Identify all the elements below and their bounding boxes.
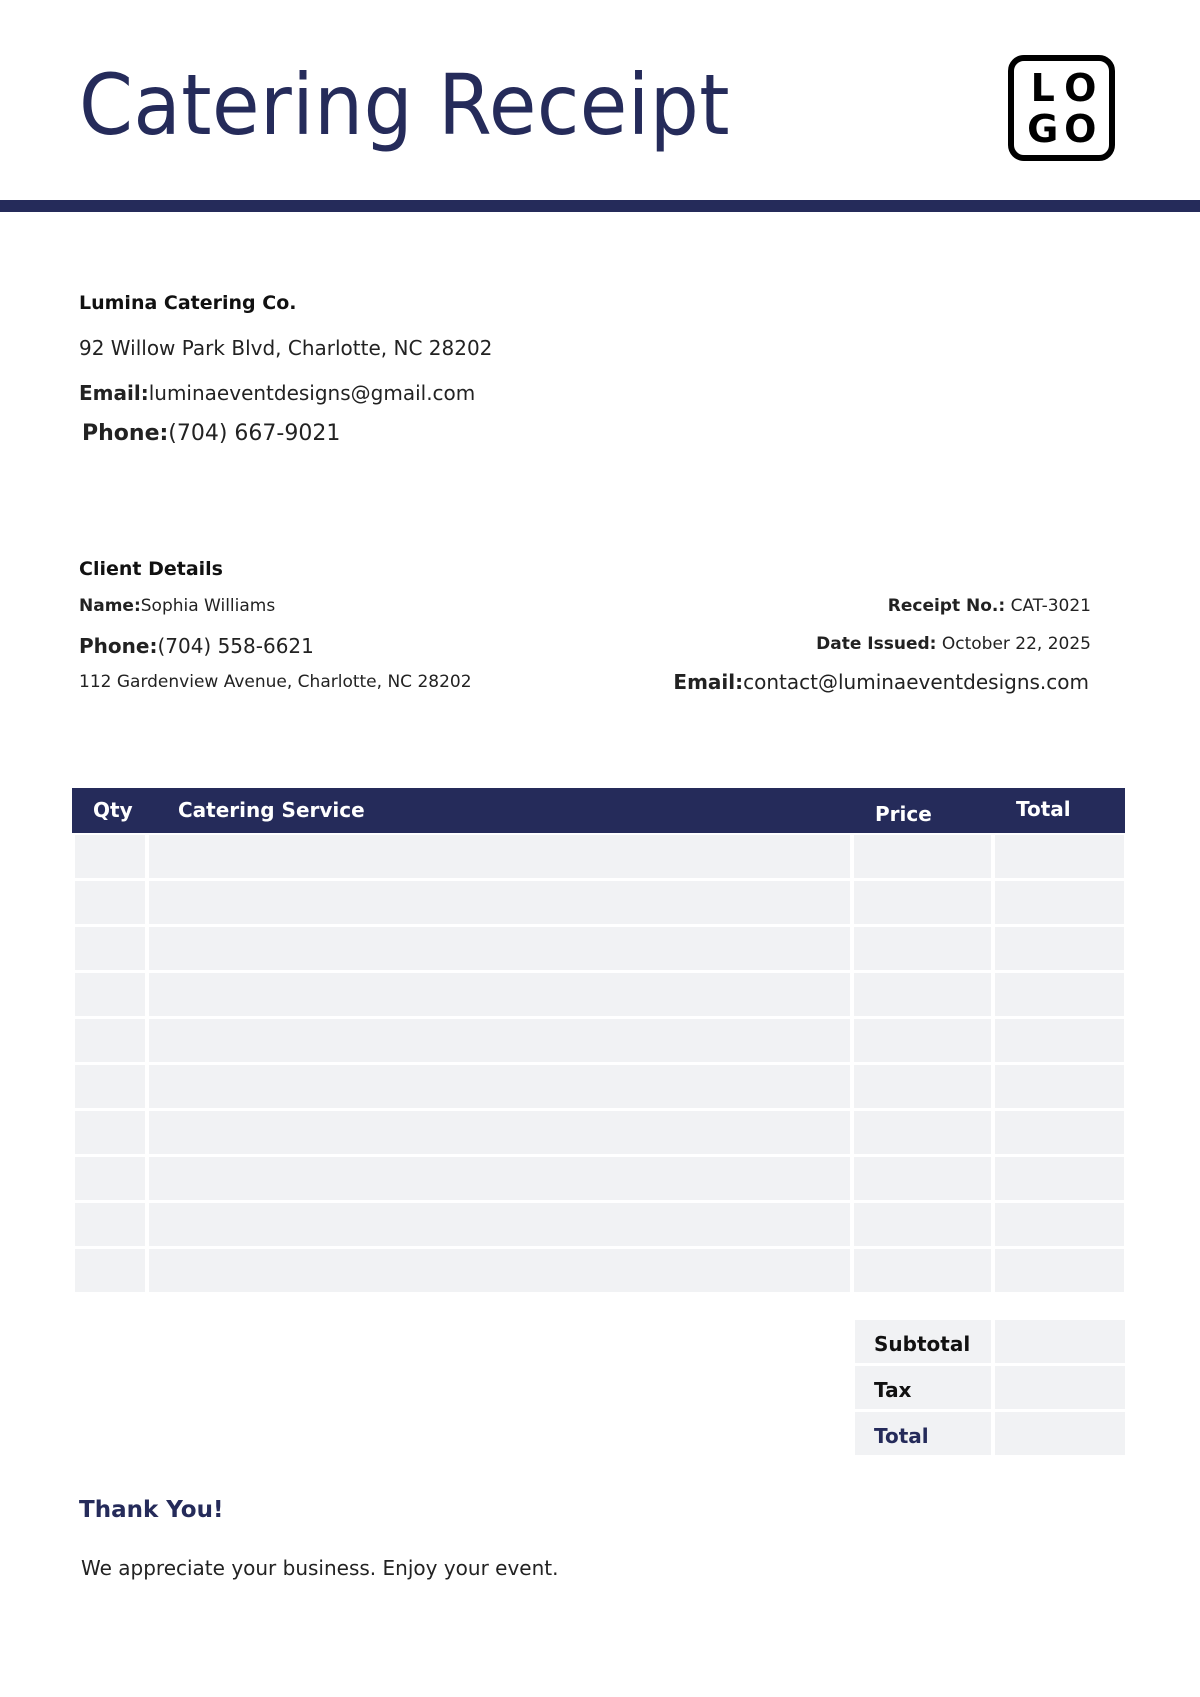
logo-letter: O: [1064, 65, 1097, 110]
table-body: [72, 835, 1125, 1292]
client-name: [79, 596, 275, 616]
table-row: [72, 1249, 1125, 1292]
company-address: 92 Willow Park Blvd, Charlotte, NC 28202: [79, 336, 493, 360]
subtotal-row: [855, 1320, 1125, 1363]
client-phone: [79, 634, 314, 658]
client-phone-label: Phone:: [79, 634, 158, 658]
price-cell: [854, 1157, 991, 1200]
company-phone-label: Phone:: [82, 421, 169, 446]
qty-cell: [75, 835, 145, 878]
header-divider: [0, 200, 1200, 212]
client-address: 112 Gardenview Avenue, Charlotte, NC 28202: [79, 672, 472, 692]
company-phone: [82, 421, 340, 446]
price-cell: [854, 927, 991, 970]
service-cell: [149, 927, 850, 970]
total-cell: [995, 1157, 1124, 1200]
thank-you-message: We appreciate your business. Enjoy your event.: [81, 1556, 559, 1580]
subtotal-label: Subtotal: [855, 1320, 991, 1363]
client-name-label: Name:: [79, 596, 141, 616]
table-row: [72, 881, 1125, 924]
price-cell: [854, 1111, 991, 1154]
total-cell: [995, 1019, 1124, 1062]
logo-letter: O: [1064, 106, 1097, 151]
total-cell: [995, 835, 1124, 878]
service-cell: [149, 1111, 850, 1154]
total-cell: [995, 881, 1124, 924]
service-cell: [149, 1157, 850, 1200]
qty-cell: [75, 1157, 145, 1200]
table-header: [72, 788, 1125, 833]
service-cell: [149, 835, 850, 878]
service-cell: [149, 973, 850, 1016]
company-email-label: Email:: [79, 381, 149, 405]
qty-cell: [75, 881, 145, 924]
receipt-number: [888, 596, 1091, 616]
items-table: [72, 788, 1125, 1295]
price-cell: [854, 881, 991, 924]
totals-summary: [855, 1320, 1125, 1458]
table-row: [72, 1203, 1125, 1246]
service-cell: [149, 1249, 850, 1292]
contact-email-value: contact@luminaeventdesigns.com: [743, 670, 1089, 694]
company-email-value: luminaeventdesigns@gmail.com: [148, 381, 476, 405]
qty-cell: [75, 927, 145, 970]
table-row: [72, 1019, 1125, 1062]
qty-cell: [75, 1019, 145, 1062]
service-cell: [149, 881, 850, 924]
total-cell: [995, 1111, 1124, 1154]
qty-cell: [75, 1111, 145, 1154]
price-cell: [854, 1019, 991, 1062]
tax-row: [855, 1366, 1125, 1409]
column-header-total: Total: [1016, 797, 1071, 821]
qty-cell: [75, 1203, 145, 1246]
logo-icon: [1008, 55, 1115, 161]
price-cell: [854, 1065, 991, 1108]
company-email: [79, 381, 475, 405]
total-cell: [995, 973, 1124, 1016]
column-header-service: Catering Service: [178, 798, 365, 822]
table-row: [72, 1111, 1125, 1154]
table-row: [72, 1065, 1125, 1108]
price-cell: [854, 835, 991, 878]
date-issued-value: October 22, 2025: [941, 634, 1091, 654]
tax-value: [995, 1366, 1125, 1409]
logo-letter: L: [1030, 65, 1055, 110]
client-phone-value: (704) 558-6621: [157, 634, 314, 658]
total-cell: [995, 1065, 1124, 1108]
price-cell: [854, 1249, 991, 1292]
total-cell: [995, 927, 1124, 970]
table-row: [72, 973, 1125, 1016]
column-header-price: Price: [875, 802, 932, 826]
subtotal-value: [995, 1320, 1125, 1363]
price-cell: [854, 1203, 991, 1246]
total-value: [995, 1412, 1125, 1455]
date-issued: [816, 634, 1091, 654]
qty-cell: [75, 1249, 145, 1292]
total-row: [855, 1412, 1125, 1455]
service-cell: [149, 1065, 850, 1108]
qty-cell: [75, 973, 145, 1016]
total-label: Total: [855, 1412, 991, 1455]
client-details-heading: Client Details: [79, 558, 223, 580]
company-name: Lumina Catering Co.: [79, 292, 297, 314]
column-header-qty: Qty: [93, 798, 133, 822]
contact-email: [673, 670, 1089, 694]
date-issued-label: Date Issued:: [816, 634, 937, 654]
client-name-value: Sophia Williams: [140, 596, 276, 616]
contact-email-label: Email:: [673, 670, 744, 694]
logo-letter: G: [1027, 106, 1059, 151]
table-row: [72, 1157, 1125, 1200]
receipt-number-value: CAT-3021: [1010, 596, 1091, 616]
service-cell: [149, 1203, 850, 1246]
service-cell: [149, 1019, 850, 1062]
tax-label: Tax: [855, 1366, 991, 1409]
qty-cell: [75, 1065, 145, 1108]
total-cell: [995, 1249, 1124, 1292]
thank-you-heading: Thank You!: [79, 1497, 224, 1523]
table-row: [72, 835, 1125, 878]
document-title: Catering Receipt: [79, 56, 731, 154]
table-row: [72, 927, 1125, 970]
total-cell: [995, 1203, 1124, 1246]
company-phone-value: (704) 667-9021: [168, 421, 341, 446]
receipt-number-label: Receipt No.:: [887, 596, 1006, 616]
price-cell: [854, 973, 991, 1016]
